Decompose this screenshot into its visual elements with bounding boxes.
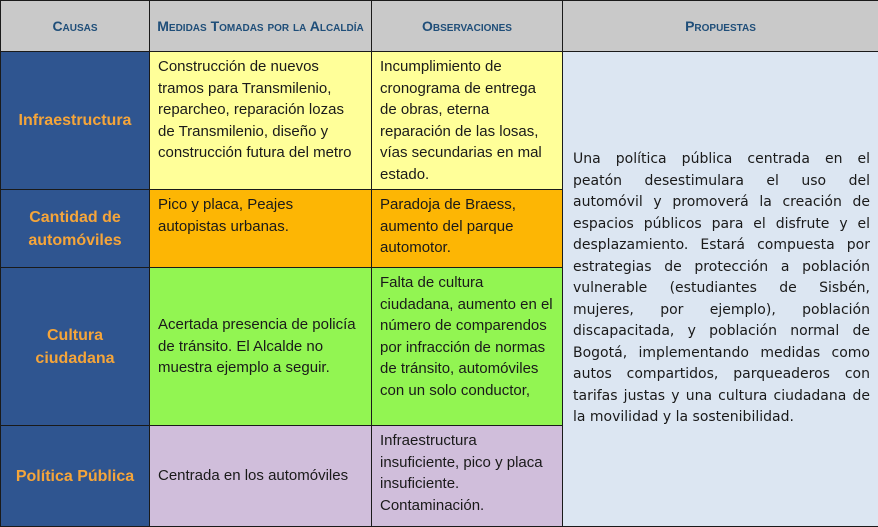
proposal-cell: Una política pública centrada en el peatón desestimulara el uso del automóvil y promoverá la creación de espacios públicos para el disfrute y el desplazamiento. Estará compuesta por estrategias de protección a población vulnerable (estudiantes de Sisbén, mujeres, por ejemplo), población discapacitada, y población normal de Bogotá, implementando medidas como autos compartidos, parqueaderos con tarifas justas y una cultura ciudadana de la movilidad y la sostenibilidad. (563, 52, 878, 527)
table-row (1, 52, 878, 190)
measures-cell: Centrada en los automóviles (150, 426, 372, 527)
header-observaciones: Observaciones (372, 1, 563, 52)
cause-cell: Infraestructura (1, 52, 150, 190)
header-medidas: Medidas Tomadas por la Alcaldía (150, 1, 372, 52)
cause-cell: Cantidad de automóviles (1, 190, 150, 268)
observations-cell: Falta de cultura ciudadana, aumento en el número de comparendos por infracción de normas de tránsito, automóviles con un solo conductor, (372, 268, 563, 426)
header-row (1, 1, 878, 52)
observations-cell: Infraestructura insuficiente, pico y placa insuficiente. Contaminación. (372, 426, 563, 527)
measures-cell: Pico y placa, Peajes autopistas urbanas. (150, 190, 372, 268)
measures-cell: Construcción de nuevos tramos para Transmilenio, reparcheo, reparación lozas de Transmilenio, diseño y construcción futura del metro (150, 52, 372, 190)
cause-cell: Cultura ciudadana (1, 268, 150, 426)
header-causas: Causas (1, 1, 150, 52)
observations-cell: Paradoja de Braess, aumento del parque automotor. (372, 190, 563, 268)
cause-cell: Política Pública (1, 426, 150, 527)
header-propuestas: Propuestas (563, 1, 878, 52)
observations-cell: Incumplimiento de cronograma de entrega de obras, eterna reparación de las losas, vías secundarias en mal estado. (372, 52, 563, 190)
measures-cell: Acertada presencia de policía de tránsito. El Alcalde no muestra ejemplo a seguir. (150, 268, 372, 426)
